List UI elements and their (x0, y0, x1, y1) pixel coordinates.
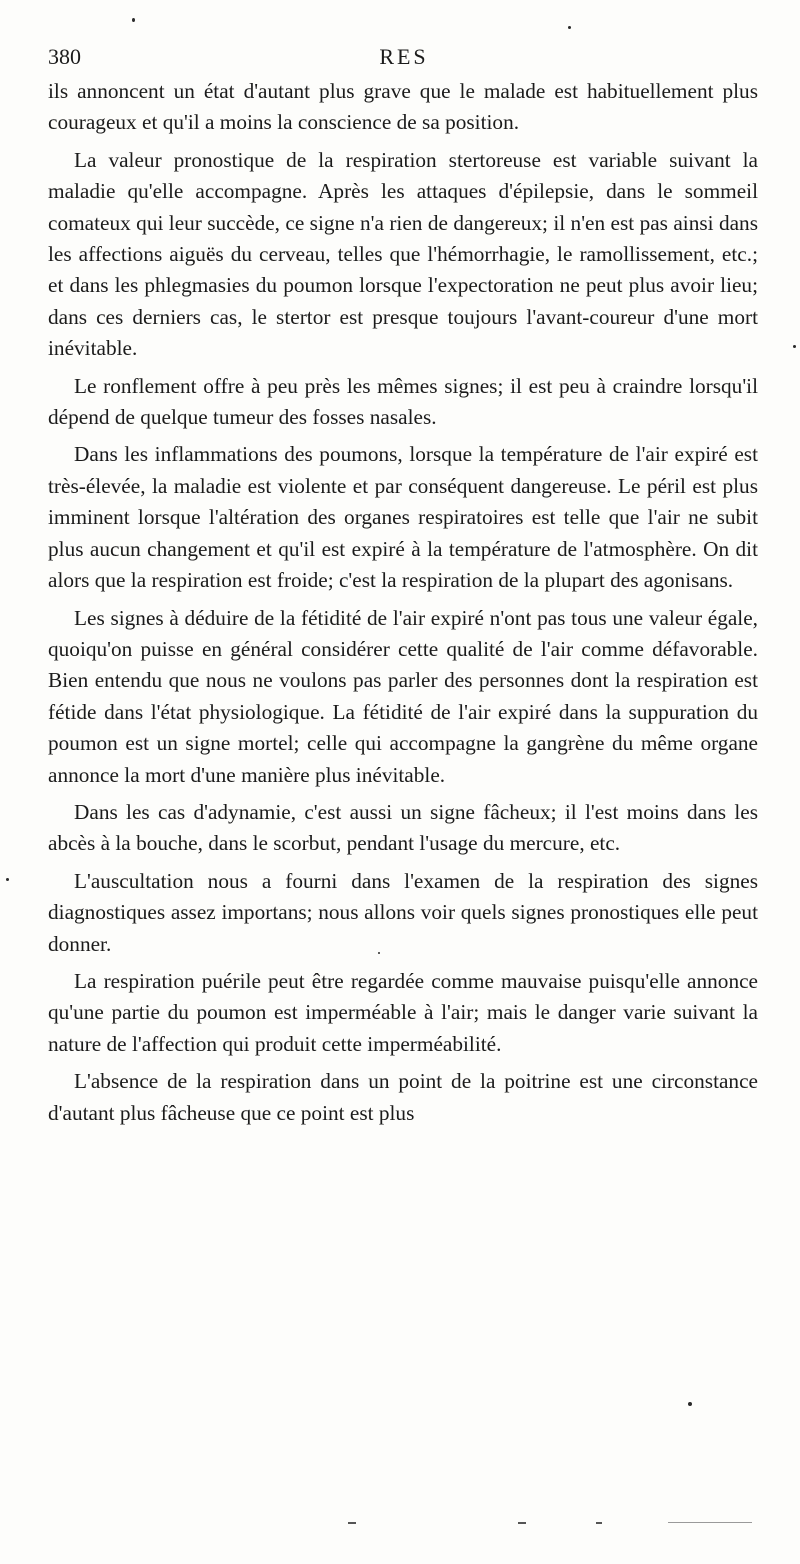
running-head: RES (379, 44, 429, 69)
body-text (48, 76, 758, 1135)
scan-speck (688, 1402, 692, 1406)
scan-speck (568, 26, 571, 29)
page-number: 380 (48, 44, 81, 69)
scan-mark (596, 1522, 602, 1524)
scan-speck (132, 18, 135, 22)
paragraph-stertorous-respiration: La valeur pronostique de la respiration stertoreuse est variable suivant la maladie qu'elle accompagne. Après les attaques d'épilepsie, dans le sommeil comateux qui leur succède, ce signe n'a rien de dangereux; il n'en est pas ainsi dans les affections aiguës du cerveau, telles que l'hémorrhagie, le ramollissement, etc.; et dans les phlegmasies du poumon lorsque l'expectoration ne peut plus avoir lieu; dans ces derniers cas, le stertor est presque toujours l'avant-coureur d'une mort inévitable. (48, 147, 758, 361)
page-header (48, 40, 760, 74)
scan-speck (378, 952, 380, 954)
scan-speck (6, 878, 9, 881)
paragraph-absence-of-respiration: L'absence de la respiration dans un point de la poitrine est une circonstance d'autant plus fâcheuse que ce point est plus (48, 1069, 758, 1125)
scan-speck (793, 345, 796, 348)
scan-mark (668, 1522, 752, 1523)
paragraph-expired-air-temperature: Dans les inflammations des poumons, lorsque la température de l'air expiré est très-élevée, la maladie est violente et par conséquent dangereuse. Le péril est plus imminent lorsque l'altération des organes respiratoires est telle que l'air ne subit plus aucun changement et qu'il est expiré à la température de l'atmosphère. On dit alors que la respiration est froide; c'est la respiration de la plupart des agonisans. (48, 442, 758, 593)
scan-mark (518, 1522, 526, 1524)
paragraph-adynamia: Dans les cas d'adynamie, c'est aussi un signe fâcheux; il l'est moins dans les abcès à la bouche, dans le scorbut, pendant l'usage du mercure, etc. (48, 799, 758, 856)
paragraph-auscultation: L'auscultation nous a fourni dans l'examen de la respiration des signes diagnostiques assez importans; nous allons voir quels signes pronostiques elle peut donner. (48, 868, 758, 956)
paragraph-fetidity: Les signes à déduire de la fétidité de l'air expiré n'ont pas tous une valeur égale, quoiqu'on puisse en général considérer cette qualité de l'air comme défavorable. Bien entendu que nous ne voulons pas parler des personnes dont la respiration est fétide dans l'état physiologique. La fétidité de l'air expiré dans la suppuration du poumon est un signe mortel; celle qui accompagne la gangrène du même organe annonce la mort d'une manière plus inévitable. (48, 605, 758, 787)
paragraph-continued: ils annoncent un état d'autant plus grave que le malade est habituellement plus courageux et qu'il a moins la conscience de sa position. (48, 79, 758, 135)
paragraph-snoring: Le ronflement offre à peu près les mêmes signes; il est peu à craindre lorsqu'il dépend de quelque tumeur des fosses nasales. (48, 373, 758, 430)
scan-mark (348, 1522, 356, 1524)
paragraph-puerile-respiration: La respiration puérile peut être regardée comme mauvaise puisqu'elle annonce qu'une partie du poumon est imperméable à l'air; mais le danger varie suivant la nature de l'affection qui produit cette imperméabilité. (48, 968, 758, 1056)
